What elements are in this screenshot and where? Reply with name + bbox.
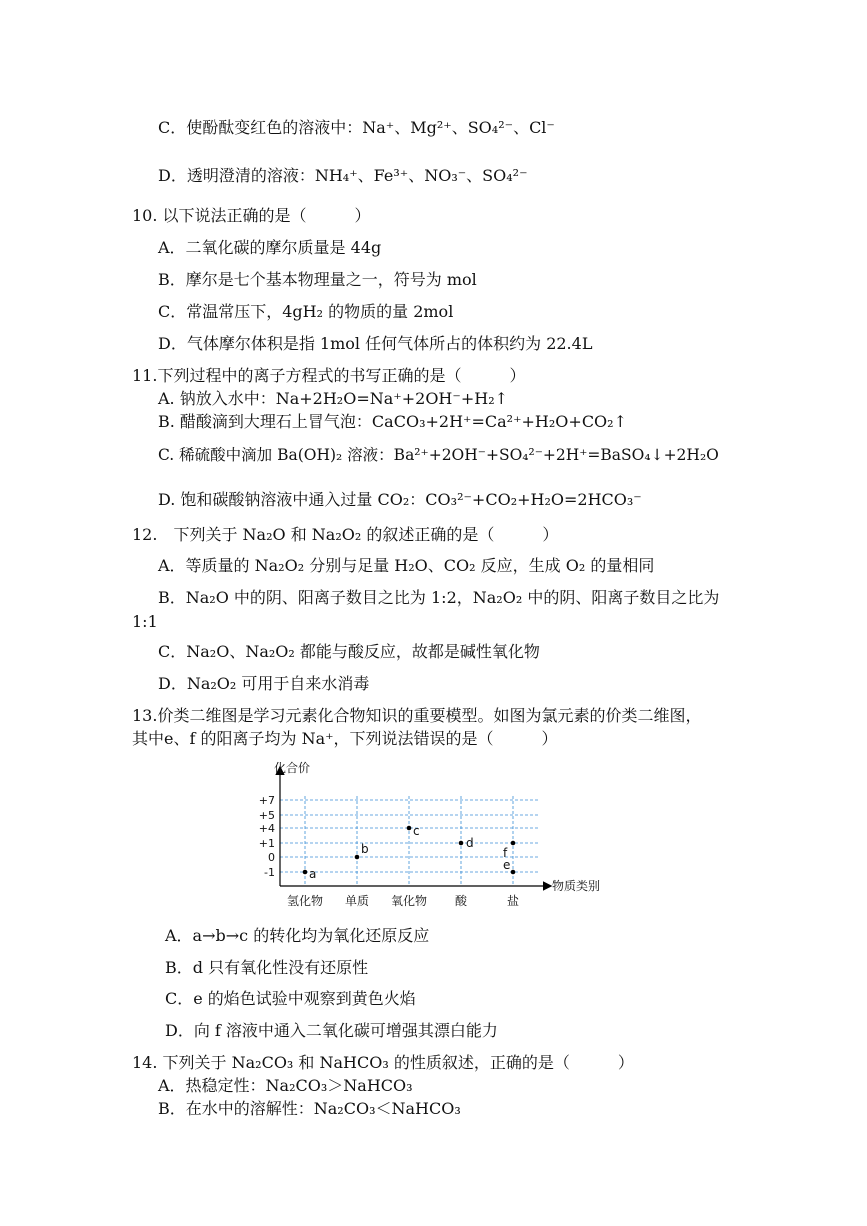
data-point-a — [303, 870, 308, 875]
q11-option-d: D. 饱和碳酸钠溶液中通入过量 CO₂：CO₃²⁻+CO₂+H₂O=2HCO₃⁻ — [158, 490, 642, 509]
q10-option-a: A．二氧化碳的摩尔质量是 44g — [158, 238, 382, 257]
q12-option-a: A．等质量的 Na₂O₂ 分别与足量 H₂O、CO₂ 反应，生成 O₂ 的量相同 — [158, 556, 655, 575]
q12-option-b: B．Na₂O 中的阴、阳离子数目之比为 1:2，Na₂O₂ 中的阴、阳离子数目之比为 — [158, 588, 720, 607]
x-tick-label: 氧化物 — [390, 894, 428, 908]
data-point-label-e: e — [503, 858, 511, 872]
x-tick-label: 酸 — [454, 894, 468, 908]
q10-option-d: D．气体摩尔体积是指 1mol 任何气体所占的体积约为 22.4L — [158, 334, 593, 353]
q13-stem-cont: 其中e、f 的阳离子均为 Na⁺，下列说法错误的是（ ） — [132, 729, 558, 748]
data-point-label-c: c — [413, 824, 420, 838]
data-point-label-b: b — [361, 842, 369, 856]
q11-option-a: A. 钠放入水中：Na+2H₂O=Na⁺+2OH⁻+H₂↑ — [158, 389, 509, 408]
data-point-d — [459, 841, 464, 846]
chart-grid — [280, 796, 538, 886]
q13-option-a: A．a→b→c 的转化均为氧化还原反应 — [165, 926, 430, 945]
data-point-label-f: f — [503, 846, 508, 860]
y-tick-label: +1 — [258, 837, 275, 850]
q14-option-b: B．在水中的溶解性：Na₂CO₃＜NaHCO₃ — [158, 1099, 461, 1118]
q12-option-c: C．Na₂O、Na₂O₂ 都能与酸反应，故都是碱性氧化物 — [158, 642, 540, 661]
q10-stem: 10. 以下说法正确的是（ ） — [132, 206, 371, 225]
y-tick-label: -1 — [264, 866, 275, 879]
x-axis-label: 物质类别 — [552, 879, 601, 893]
q10-option-b: B．摩尔是七个基本物理量之一，符号为 mol — [158, 270, 477, 289]
x-tick-labels — [287, 893, 519, 908]
q13-option-d: D．向 f 溶液中通入二氧化碳可增强其漂白能力 — [165, 1021, 498, 1040]
q9-option-c: C．使酚酞变红色的溶液中：Na⁺、Mg²⁺、SO₄²⁻、Cl⁻ — [158, 118, 555, 137]
x-tick-label: 单质 — [344, 894, 370, 908]
data-point-c — [407, 826, 412, 831]
data-point-e — [511, 870, 516, 875]
q10-option-c: C．常温常压下，4gH₂ 的物质的量 2mol — [158, 302, 454, 321]
data-point-label-a: a — [309, 867, 317, 881]
y-axis-label: 化合价 — [274, 761, 311, 775]
q14-option-a: A．热稳定性：Na₂CO₃＞NaHCO₃ — [158, 1076, 413, 1095]
q11-stem: 11.下列过程中的离子方程式的书写正确的是（ ） — [132, 366, 526, 385]
q12-option-d: D．Na₂O₂ 可用于自来水消毒 — [158, 674, 370, 693]
q13-stem: 13.价类二维图是学习元素化合物知识的重要模型。如图为氯元素的价类二维图， — [132, 706, 702, 725]
data-point-label-d: d — [466, 836, 474, 850]
q9-option-d: D．透明澄清的溶液：NH₄⁺、Fe³⁺、NO₃⁻、SO₄²⁻ — [158, 166, 528, 185]
y-tick-labels — [259, 794, 275, 879]
y-tick-label: +7 — [258, 794, 275, 807]
q13-option-b: B．d 只有氧化性没有还原性 — [165, 958, 369, 977]
chlorine-valence-chart — [250, 758, 620, 918]
x-tick-label: 氢化物 — [286, 894, 324, 908]
q14-stem: 14. 下列关于 Na₂CO₃ 和 NaHCO₃ 的性质叙述，正确的是（ ） — [132, 1053, 634, 1072]
x-tick-label: 盐 — [506, 894, 520, 908]
data-point-b — [355, 855, 360, 860]
y-tick-label: 0 — [268, 851, 275, 864]
y-tick-label: +5 — [258, 809, 275, 822]
q13-option-c: C．e 的焰色试验中观察到黄色火焰 — [165, 989, 416, 1008]
q11-option-c: C. 稀硫酸中滴加 Ba(OH)₂ 溶液：Ba²⁺+2OH⁻+SO₄²⁻+2H⁺=BaSO₄↓+2H₂O — [158, 446, 719, 464]
q11-option-b: B. 醋酸滴到大理石上冒气泡：CaCO₃+2H⁺=Ca²⁺+H₂O+CO₂↑ — [158, 412, 627, 431]
q12-option-b-cont: 1:1 — [132, 612, 158, 631]
q12-stem: 12. 下列关于 Na₂O 和 Na₂O₂ 的叙述正确的是（ ） — [132, 525, 559, 544]
data-point-f — [511, 841, 516, 846]
y-tick-label: +4 — [258, 822, 275, 835]
